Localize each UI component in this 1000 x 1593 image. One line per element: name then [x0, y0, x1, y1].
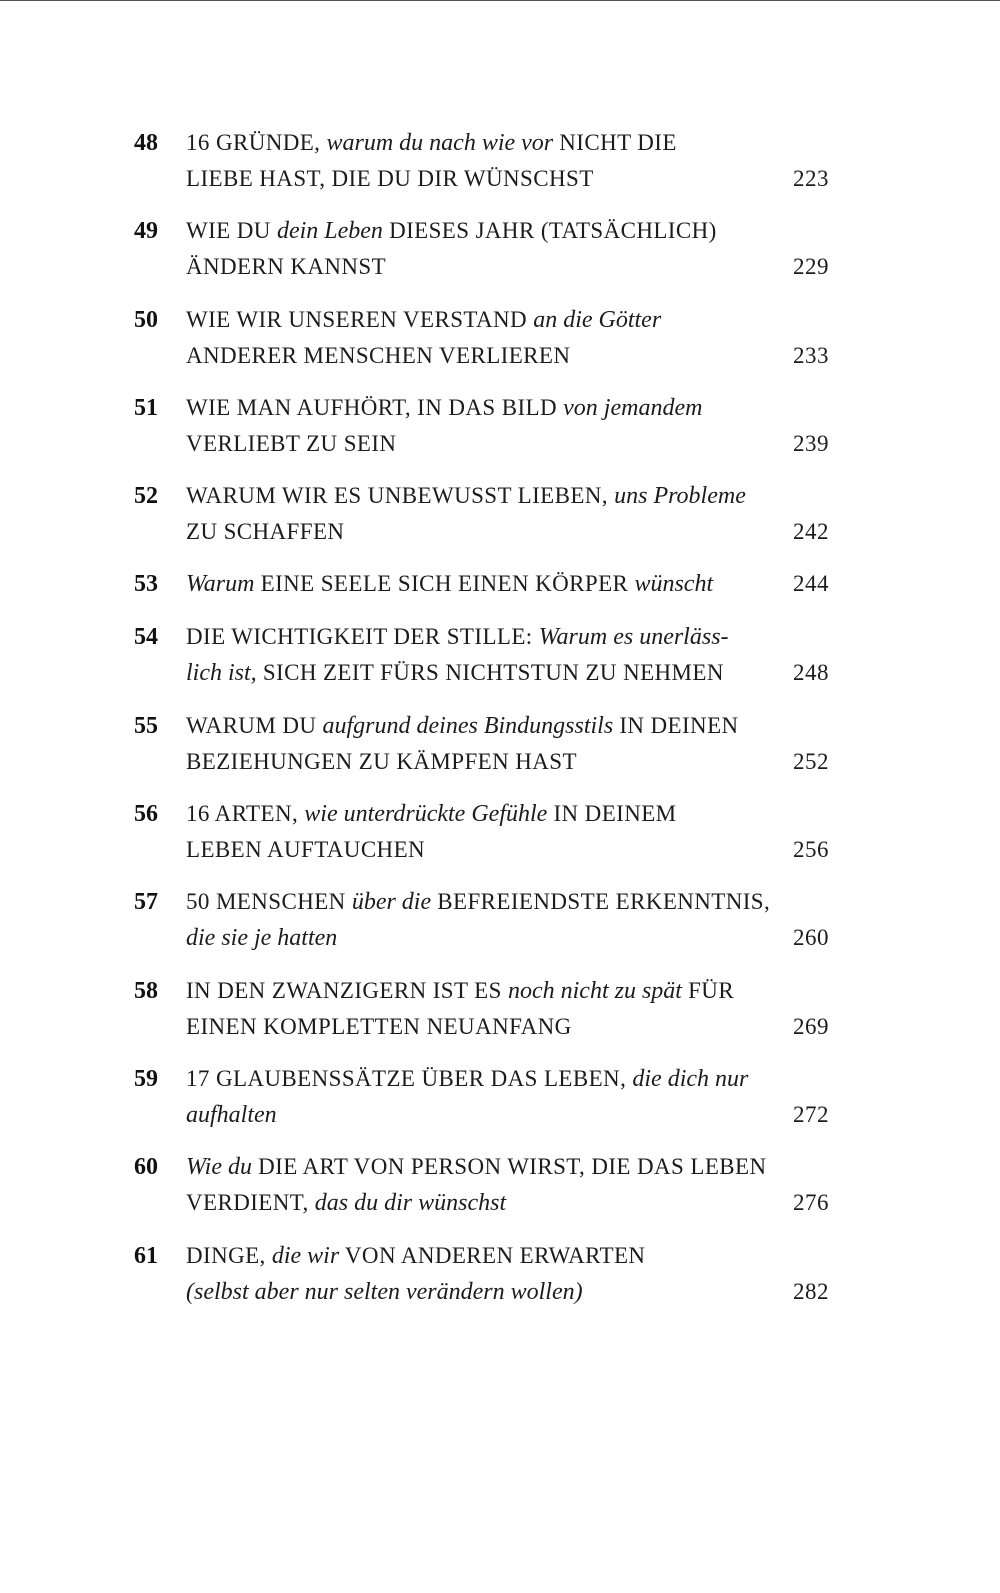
chapter-number: 60	[134, 1154, 158, 1181]
toc-entry[interactable]	[0, 213, 1000, 301]
title-line-2: aufhalten	[186, 1101, 277, 1128]
chapter-title	[186, 619, 786, 691]
title-line-2: EINEN KOMPLETTEN NEUANFANG	[186, 1013, 572, 1039]
title-line-1: DIE WICHTIGKEIT DER STILLE: Warum es unerläss-	[186, 624, 729, 651]
page-number: 282	[793, 1278, 829, 1304]
title-line-2: (selbst aber nur selten verändern wollen)	[186, 1278, 583, 1305]
page-number: 242	[793, 519, 829, 545]
page-number: 269	[793, 1013, 829, 1039]
chapter-number: 54	[134, 624, 158, 651]
title-line-2: ÄNDERN KANNST	[186, 254, 387, 280]
chapter-title	[186, 566, 786, 602]
page-number: 244	[793, 571, 829, 597]
toc-entry[interactable]	[0, 566, 1000, 619]
toc-entry[interactable]	[0, 390, 1000, 478]
page-number: 233	[793, 342, 829, 368]
chapter-number: 49	[134, 218, 158, 245]
chapter-title	[186, 708, 786, 780]
page-number: 248	[793, 660, 829, 686]
toc-entry[interactable]	[0, 884, 1000, 972]
title-line-2: lich ist, SICH ZEIT FÜRS NICHTSTUN ZU NEHMEN	[186, 660, 724, 687]
chapter-number: 55	[134, 712, 158, 739]
chapter-number: 58	[134, 977, 158, 1004]
chapter-title	[186, 796, 786, 868]
chapter-number: 48	[134, 130, 158, 156]
chapter-number: 61	[134, 1242, 158, 1269]
title-line-2: BEZIEHUNGEN ZU KÄMPFEN HAST	[186, 748, 577, 774]
chapter-title	[186, 1061, 786, 1133]
page-number: 260	[793, 925, 829, 951]
title-line-1: Warum EINE SEELE SICH EINEN KÖRPER wünscht	[186, 571, 714, 598]
page-number: 256	[793, 837, 829, 863]
page-number: 272	[793, 1101, 829, 1127]
chapter-title	[186, 125, 786, 197]
chapter-title	[186, 1238, 786, 1310]
table-of-contents	[0, 125, 1000, 1326]
toc-entry[interactable]	[0, 478, 1000, 566]
title-line-2: die sie je hatten	[186, 925, 338, 952]
title-line-1: DINGE, die wir VON ANDEREN ERWARTEN	[186, 1242, 646, 1269]
title-line-1: IN DEN ZWANZIGERN IST ES noch nicht zu spät FÜR	[186, 977, 735, 1004]
chapter-number: 52	[134, 483, 158, 510]
toc-entry[interactable]	[0, 973, 1000, 1061]
title-line-1: 16 GRÜNDE, warum du nach wie vor NICHT DIE	[186, 130, 677, 156]
chapter-title	[186, 390, 786, 462]
title-line-1: WIE WIR UNSEREN VERSTAND an die Götter	[186, 306, 662, 333]
toc-entry[interactable]	[0, 619, 1000, 707]
page-number: 223	[793, 166, 829, 191]
title-line-2: VERDIENT, das du dir wünschst	[186, 1190, 507, 1217]
title-line-1: WIE MAN AUFHÖRT, IN DAS BILD von jemandem	[186, 394, 703, 421]
title-line-2: LEBEN AUFTAUCHEN	[186, 837, 426, 863]
title-line-2: LIEBE HAST, DIE DU DIR WÜNSCHST	[186, 166, 594, 191]
title-line-1: 17 GLAUBENSSÄTZE ÜBER DAS LEBEN, die dich nur	[186, 1065, 749, 1092]
toc-entry[interactable]	[0, 708, 1000, 796]
chapter-title	[186, 973, 786, 1045]
title-line-1: WARUM WIR ES UNBEWUSST LIEBEN, uns Probleme	[186, 483, 746, 510]
title-line-1: WARUM DU aufgrund deines Bindungsstils IN DEINEN	[186, 712, 739, 739]
chapter-number: 51	[134, 394, 158, 421]
toc-entry[interactable]	[0, 1149, 1000, 1237]
title-line-1: 16 ARTEN, wie unterdrückte Gefühle IN DEINEM	[186, 801, 677, 828]
title-line-1: WIE DU dein Leben DIESES JAHR (TATSÄCHLICH)	[186, 218, 717, 245]
toc-entry[interactable]	[0, 302, 1000, 390]
toc-entry[interactable]	[0, 125, 1000, 213]
toc-entry[interactable]	[0, 1061, 1000, 1149]
chapter-title	[186, 478, 786, 550]
title-line-2: ZU SCHAFFEN	[186, 519, 345, 545]
chapter-number: 50	[134, 306, 158, 333]
title-line-2: VERLIEBT ZU SEIN	[186, 430, 397, 456]
page-number: 252	[793, 748, 829, 774]
chapter-number: 57	[134, 889, 158, 916]
title-line-2: ANDERER MENSCHEN VERLIEREN	[186, 342, 571, 368]
chapter-title	[186, 1149, 786, 1221]
page-number: 239	[793, 430, 829, 456]
page-number: 229	[793, 254, 829, 280]
chapter-number: 53	[134, 571, 158, 598]
title-line-1: Wie du DIE ART VON PERSON WIRST, DIE DAS LEBEN	[186, 1154, 767, 1181]
chapter-title	[186, 302, 786, 374]
chapter-number: 56	[134, 801, 158, 828]
chapter-title	[186, 884, 786, 956]
toc-entry[interactable]	[0, 796, 1000, 884]
chapter-title	[186, 213, 786, 285]
page-number: 276	[793, 1190, 829, 1216]
chapter-number: 59	[134, 1065, 158, 1092]
toc-entry[interactable]	[0, 1238, 1000, 1326]
title-line-1: 50 MENSCHEN über die BEFREIENDSTE ERKENNTNIS,	[186, 889, 771, 916]
top-rule	[0, 0, 1000, 1]
